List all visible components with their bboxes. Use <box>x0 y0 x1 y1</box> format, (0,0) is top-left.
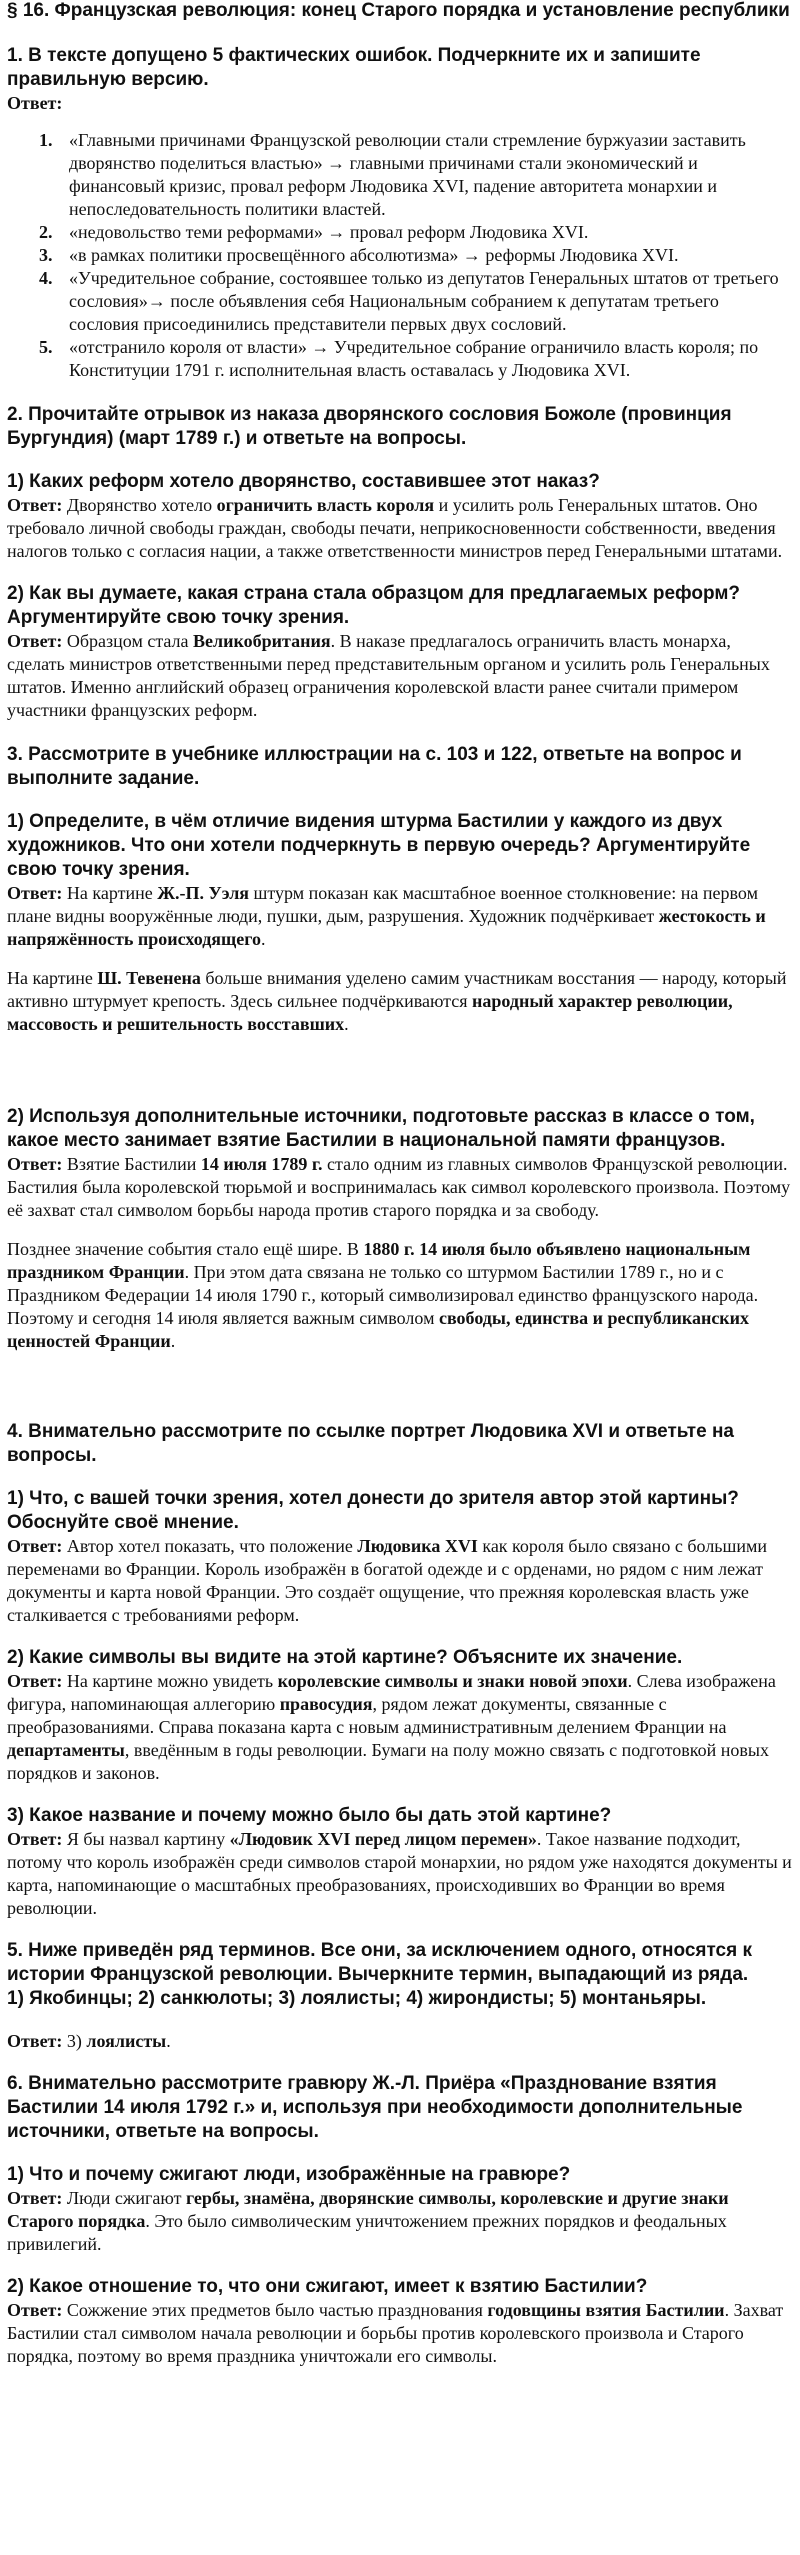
q6-2-answer: Ответ: Сожжение этих предметов было частью празднования годовщины взятия Бастилии. Захват Бастилии стал символом начала революции и борьбы против королевского произвола и Старого порядка, поэтому во время праздника уничтожали его символы. <box>7 2300 784 2366</box>
q3-1-answer: Ответ: На картине Ж.-П. Уэля штурм показан как масштабное военное столкновение: на первом плане видны вооружённые люди, пушки, дым, разрушения. Художник подчёркивает жестокость и напряжённость происходящего. <box>7 883 766 949</box>
q3-2-answer: Ответ: Взятие Бастилии 14 июля 1789 г. стало одним из главных символов Французской революции. Бастилия была королевской тюрьмой и воспринималась как символ королевского произвола. Поэтому её захват стал символом борьбы народа против старого порядка и за свободу. <box>7 1154 791 1220</box>
q1-corrections-list <box>7 129 793 382</box>
q4-heading: 4. Внимательно рассмотрите по ссылке портрет Людовика XVI и ответьте на вопросы. <box>7 1421 734 1466</box>
q6-2-heading: 2) Какое отношение то, что они сжигают, имеет к взятию Бастилии? <box>7 2276 648 2297</box>
q4-1-heading: 1) Что, с вашей точки зрения, хотел донести до зрителя автор этой картины? Обоснуйте своё мнение. <box>7 1488 739 1533</box>
q3-heading: 3. Рассмотрите в учебнике иллюстрации на с. 103 и 122, ответьте на вопрос и выполните задание. <box>7 744 742 789</box>
answer-label: Ответ: <box>7 2300 63 2320</box>
q6-heading: 6. Внимательно рассмотрите гравюру Ж.-Л. Приёра «Празднование взятия Бастилии 14 июля 1792 г.» и, используя при необходимости дополнительные источники, ответьте на вопросы. <box>7 2073 743 2142</box>
q1-correction-3: 3. «в рамках политики просвещённого абсолютизма» → реформы Людовика XVI. <box>57 244 793 267</box>
q3-2-heading: 2) Используя дополнительные источники, подготовьте рассказ в классе о том, какое место занимает взятие Бастилии в национальной памяти французов. <box>7 1106 755 1151</box>
q2-1-answer: Ответ: Дворянство хотело ограничить власть короля и усилить роль Генеральных штатов. Оно требовало личной свободы граждан, свободы печати, неприкосновенности собственности, введения налогов только с согласия нации, а также ответственности министров перед Генеральными штатами. <box>7 495 783 561</box>
q1-answer-label: Ответ: <box>7 93 63 113</box>
q1-correction-5: 5. «отстранило короля от власти» → Учредительное собрание ограничило власть короля; по Конституции 1791 г. исполнительная власть оставалась у Людовика XVI. <box>57 336 793 382</box>
answer-label: Ответ: <box>7 631 63 651</box>
q2-2-answer: Ответ: Образцом стала Великобритания. В наказе предлагалось ограничить власть монарха, сделать министров ответственными перед представительным органом и усилить роль Генеральных штатов. Именно английский образец ограничения королевской власти ранее считали примером участники французских реформ. <box>7 631 770 720</box>
q3-1-answer-paragraph-2: На картине Ш. Тевенена больше внимания уделено самим участникам восстания — народу, который активно штурмует крепость. Здесь сильнее подчёркиваются народный характер революции, массовость и решительность восставших. <box>7 968 787 1034</box>
q5-heading: 5. Ниже приведён ряд терминов. Все они, за исключением одного, относятся к истории Французской революции. Вычеркните термин, выпадающий из ряда. <box>7 1940 752 1985</box>
answer-label: Ответ: <box>7 1671 63 1691</box>
q2-2-heading: 2) Как вы думаете, какая страна стала образцом для предлагаемых реформ? Аргументируйте свою точку зрения. <box>7 583 741 628</box>
q2-1-heading: 1) Каких реформ хотело дворянство, составившее этот наказ? <box>7 471 600 492</box>
q1-correction-4: 4. «Учредительное собрание, состоявшее только из депутатов Генеральных штатов от третьего сословия»→ после объявления себя Национальным собранием к депутатам третьего сословия присоединились представители первых двух сословий. <box>57 267 793 336</box>
q2-heading: 2. Прочитайте отрывок из наказа дворянского сословия Божоле (провинция Бургундия) (март 1789 г.) и ответьте на вопросы. <box>7 404 732 449</box>
q1-heading: 1. В тексте допущено 5 фактических ошибок. Подчеркните их и запишите правильную версию. <box>7 45 701 90</box>
answer-label: Ответ: <box>7 495 63 515</box>
q4-2-heading: 2) Какие символы вы видите на этой картине? Объясните их значение. <box>7 1647 683 1668</box>
answer-label: Ответ: <box>7 2031 63 2051</box>
page-title: § 16. Французская революция: конец Старого порядка и установление республики <box>7 0 790 21</box>
q4-1-answer: Ответ: Автор хотел показать, что положение Людовика XVI как короля было связано с большими переменами во Франции. Король изображён в богатой одежде и с орденами, но рядом с ним лежат документы и карта новой Франции. Это создаёт ощущение, что прежняя королевская власть уже сталкивается с требованиями реформ. <box>7 1536 768 1625</box>
q3-1-heading: 1) Определите, в чём отличие видения штурма Бастилии у каждого из двух художников. Что они хотели подчеркнуть в первую очередь? Аргументируйте свою точку зрения. <box>7 811 751 880</box>
q4-3-heading: 3) Какое название и почему можно было бы дать этой картине? <box>7 1805 612 1826</box>
answer-label: Ответ: <box>7 1829 63 1849</box>
answer-label: Ответ: <box>7 1536 63 1556</box>
q6-1-heading: 1) Что и почему сжигают люди, изображённые на гравюре? <box>7 2164 571 2185</box>
q1-correction-2: 2. «недовольство теми реформами» → провал реформ Людовика XVI. <box>57 221 793 244</box>
q5-answer: Ответ: 3) лоялисты. <box>7 2031 171 2051</box>
q4-2-answer: Ответ: На картине можно увидеть королевские символы и знаки новой эпохи. Слева изображена фигура, напоминающая аллегорию правосудия, рядом лежат документы, связанные с преобразованиями. Справа показана карта с новым административным делением Франции на департаменты, введённым в годы революции. Бумаги на полу можно связать с подготовкой новых порядков и законов. <box>7 1671 776 1783</box>
q3-2-answer-paragraph-2: Позднее значение события стало ещё шире. В 1880 г. 14 июля было объявлено национальным праздником Франции. При этом дата связана не только со штурмом Бастилии 1789 г., но и с Праздником Федерации 14 июля 1790 г., который символизировал единство французского народа. Поэтому и сегодня 14 июля является важным символом свободы, единства и республиканских ценностей Франции. <box>7 1239 759 1351</box>
q4-3-answer: Ответ: Я бы назвал картину «Людовик XVI перед лицом перемен». Такое название подходит, потому что король изображён среди символов старой монархии, но рядом уже находятся документы и карта, напоминающие о масштабных преобразованиях, происходивших во Франции во время революции. <box>7 1829 792 1918</box>
q6-1-answer: Ответ: Люди сжигают гербы, знамёна, дворянские символы, королевские и другие знаки Старого порядка. Это было символическим уничтожением прежних порядков и феодальных привилегий. <box>7 2188 729 2254</box>
answer-label: Ответ: <box>7 2188 63 2208</box>
answer-label: Ответ: <box>7 1154 63 1174</box>
q1-correction-1: 1. «Главными причинами Французской революции стали стремление буржуазии заставить дворянство поделиться властью» → главными причинами стали экономический и финансовый кризис, провал реформ Людовика XVI, падение авторитета монархии и непоследовательность политики властей. <box>57 129 793 221</box>
q5-terms: 1) Якобинцы; 2) санкюлоты; 3) лоялисты; 4) жирондисты; 5) монтаньяры. <box>7 1988 707 2009</box>
answer-label: Ответ: <box>7 883 63 903</box>
